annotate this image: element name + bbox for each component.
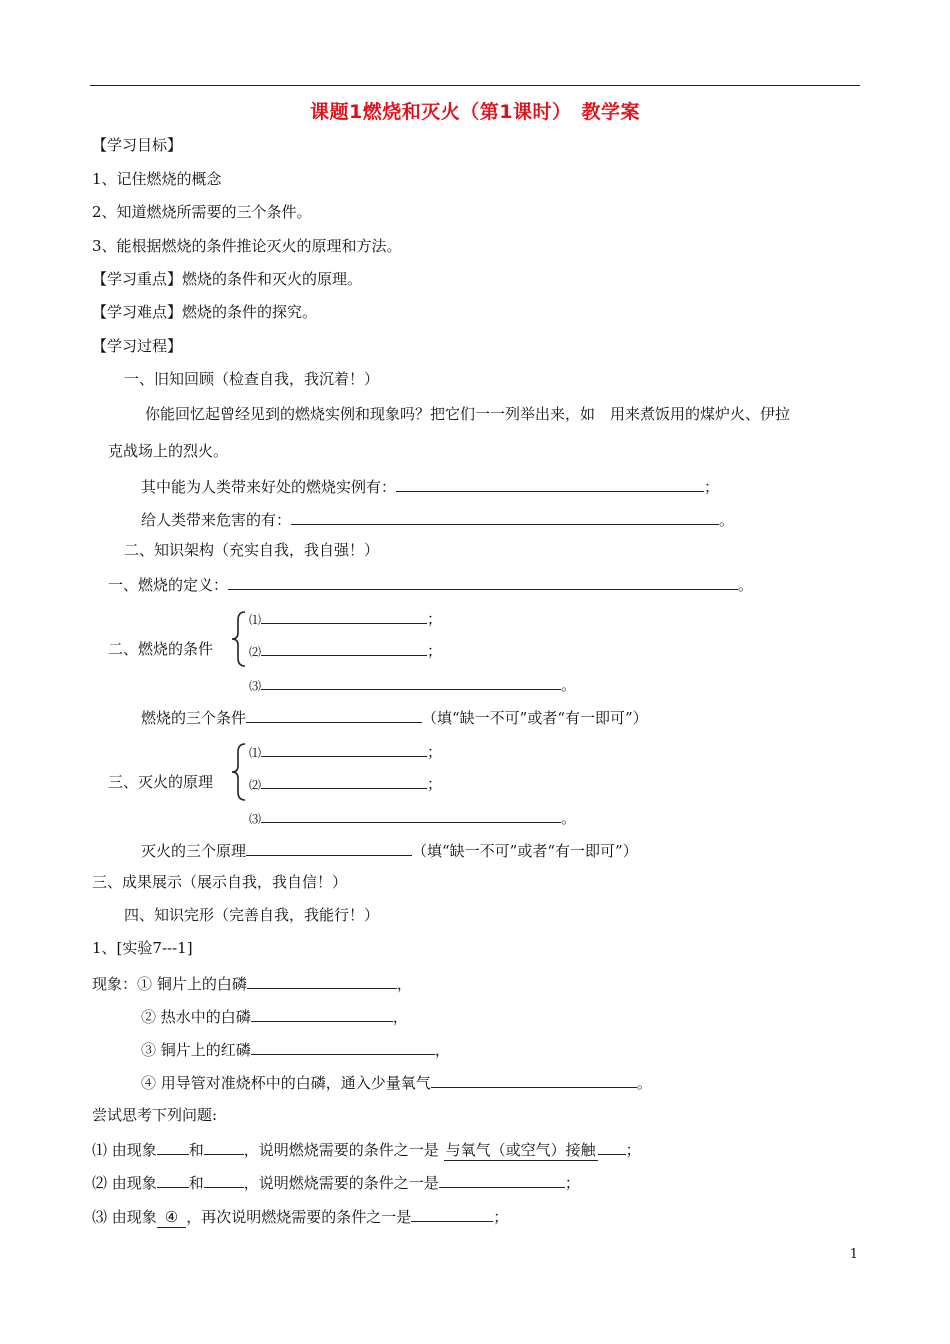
conditions-label: 二、燃烧的条件 — [108, 640, 214, 658]
item-marker-2: ⑵ — [249, 778, 262, 792]
section1-title: 一、旧知回顾（检查自我，我沉着！） — [124, 370, 380, 388]
question-1-answer: 与氧气（或空气）接触 — [445, 1141, 596, 1159]
semicolon: ； — [427, 610, 443, 628]
period: 。 — [561, 809, 577, 827]
phenomenon-3-end: ， — [434, 1041, 450, 1059]
phenomenon-3-text: 铜片上的红磷 — [160, 1041, 251, 1059]
objectives-header: 【学习目标】 — [92, 136, 183, 154]
semicolon: ； — [564, 1174, 580, 1192]
section4-title: 四、知识完形（完善自我，我能行！） — [124, 906, 380, 924]
condition-2-blank[interactable] — [261, 639, 427, 656]
benefit-label: 其中能为人类带来好处的燃烧实例有： — [141, 478, 397, 496]
section1-paragraph-b: 克战场上的烈火。 — [108, 442, 229, 460]
condition-3-blank[interactable] — [261, 673, 561, 690]
objective-2: 2、知道燃烧所需要的三个条件。 — [92, 203, 312, 221]
phenomenon-1-text: 铜片上的白磷 — [156, 975, 247, 993]
conditions-three-blank[interactable] — [246, 706, 422, 723]
phenomenon-2-line — [141, 1005, 408, 1027]
principle-2-line — [249, 772, 442, 795]
phenomenon-4-blank[interactable] — [431, 1071, 637, 1088]
conditions-brace — [229, 610, 249, 668]
definition-line — [108, 573, 753, 595]
principle-2-blank[interactable] — [261, 772, 427, 789]
phenomenon-3-line — [141, 1038, 450, 1060]
phenomenon-4-end: 。 — [636, 1074, 652, 1092]
benefit-blank[interactable] — [396, 475, 704, 492]
section3-title: 三、成果展示（展示自我，我自信！） — [92, 873, 348, 891]
objective-1: 1、记住燃烧的概念 — [92, 170, 222, 188]
and-word: 和 — [188, 1141, 204, 1159]
semicolon: ； — [493, 1208, 509, 1226]
question-3-mid: ，再次说明燃烧需要的条件之一是 — [186, 1208, 412, 1226]
phenomenon-4-text: 用导管对准烧杯中的白磷，通入少量氧气 — [160, 1074, 431, 1092]
question-2-prefix: ⑵ 由现象 — [92, 1174, 157, 1192]
section2-title: 二、知识架构（充实自我，我自强！） — [124, 541, 380, 559]
fill-hint: （填“缺一不可”或者“有一即可”） — [412, 842, 638, 860]
benefit-end: ； — [704, 478, 720, 496]
extinguish-label: 三、灭火的原理 — [108, 773, 214, 791]
semicolon: ； — [625, 1141, 641, 1159]
semicolon: ； — [427, 743, 443, 761]
condition-2-line — [249, 639, 442, 662]
question-1-mid: ，说明燃烧需要的条件之一是 — [243, 1141, 439, 1159]
period: 。 — [561, 676, 577, 694]
question-2-line — [92, 1171, 580, 1193]
phenomenon-3-blank[interactable] — [251, 1038, 435, 1055]
semicolon: ； — [427, 642, 443, 660]
principle-3-line — [249, 806, 576, 829]
benefit-line — [141, 475, 719, 497]
question-3-line — [92, 1205, 508, 1228]
condition-3-line — [249, 673, 576, 696]
condition-1-line — [249, 607, 442, 630]
phenomenon-2-num: ② — [141, 1008, 157, 1026]
definition-end: 。 — [738, 576, 754, 594]
phenomenon-1-end: ， — [396, 975, 412, 993]
item-marker-3: ⑶ — [249, 679, 262, 693]
fill-hint: （填“缺一不可”或者“有一即可”） — [422, 709, 648, 727]
experiment-title: 1、[实验7---1] — [92, 939, 193, 957]
page-number: 1 — [849, 1247, 858, 1262]
definition-label: 一、燃烧的定义： — [108, 576, 229, 594]
conditions-three-line — [141, 706, 648, 728]
item-marker-2: ⑵ — [249, 645, 262, 659]
semicolon: ； — [427, 775, 443, 793]
phenomenon-4-num: ④ — [141, 1074, 157, 1092]
harm-blank[interactable] — [291, 508, 719, 525]
question-2-blank-c[interactable] — [439, 1171, 565, 1188]
key-points: 【学习重点】燃烧的条件和灭火的原理。 — [92, 270, 363, 288]
question-1-prefix: ⑴ 由现象 — [92, 1141, 157, 1159]
question-1-line — [92, 1138, 641, 1161]
header-rule — [90, 85, 860, 86]
question-3-answer: ④ — [157, 1207, 186, 1228]
item-marker-3: ⑶ — [249, 812, 262, 826]
question-2-blank-b[interactable] — [204, 1171, 244, 1188]
phenomenon-1-num: ① — [137, 975, 153, 993]
principle-3-blank[interactable] — [261, 806, 561, 823]
principles-three-blank[interactable] — [246, 839, 412, 856]
process-header: 【学习过程】 — [92, 337, 183, 355]
phenomenon-4-line — [141, 1071, 652, 1093]
phenomenon-2-text: 热水中的白磷 — [160, 1008, 251, 1026]
principle-1-line — [249, 740, 442, 763]
phenomenon-1-blank[interactable] — [247, 972, 397, 989]
condition-1-blank[interactable] — [261, 607, 427, 624]
question-3-prefix: ⑶ 由现象 — [92, 1208, 157, 1226]
question-1-blank-a[interactable] — [157, 1138, 189, 1155]
phenomenon-label: 现象： — [92, 975, 138, 993]
harm-end: 。 — [719, 511, 735, 529]
question-3-blank[interactable] — [411, 1205, 493, 1222]
question-2-mid: ，说明燃烧需要的条件之一是 — [243, 1174, 439, 1192]
extinguish-brace — [229, 742, 249, 802]
section1-paragraph-a: 你能回忆起曾经见到的燃烧实例和现象吗？把它们一一列举出来，如 用来煮饭用的煤炉火、伊拉 — [145, 405, 791, 423]
difficulty: 【学习难点】燃烧的条件的探究。 — [92, 303, 318, 321]
phenomenon-2-end: ， — [392, 1008, 408, 1026]
phenomenon-2-blank[interactable] — [251, 1005, 393, 1022]
question-1-blank-b[interactable] — [204, 1138, 244, 1155]
principles-three-line — [141, 839, 638, 861]
principle-1-blank[interactable] — [261, 740, 427, 757]
conditions-three-label: 燃烧的三个条件 — [141, 709, 247, 727]
and-word: 和 — [188, 1174, 204, 1192]
principles-three-label: 灭火的三个原理 — [141, 842, 247, 860]
definition-blank[interactable] — [228, 573, 738, 590]
page-title: 课题1燃烧和灭火（第1课时） 教学案 — [310, 101, 640, 123]
item-marker-1: ⑴ — [249, 746, 262, 760]
phenomenon-1-line — [92, 972, 412, 994]
think-prompt: 尝试思考下列问题: — [92, 1106, 218, 1124]
harm-label: 给人类带来危害的有： — [141, 511, 292, 529]
objective-3: 3、能根据燃烧的条件推论灭火的原理和方法。 — [92, 237, 402, 255]
harm-line — [141, 508, 734, 530]
question-1-blank-c[interactable] — [598, 1138, 626, 1155]
phenomenon-3-num: ③ — [141, 1041, 157, 1059]
item-marker-1: ⑴ — [249, 613, 262, 627]
question-2-blank-a[interactable] — [157, 1171, 189, 1188]
